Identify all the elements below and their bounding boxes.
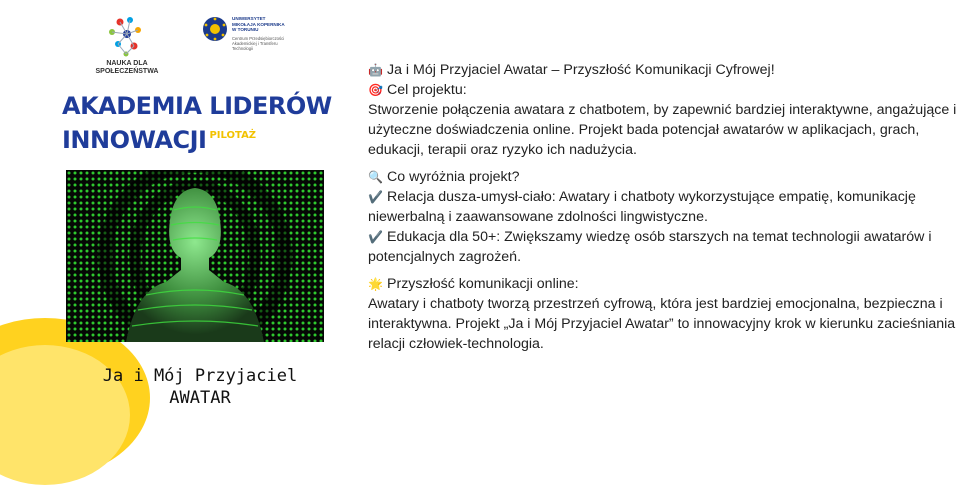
features-heading: Co wyróżnia projekt? (387, 169, 520, 185)
avatar-image (66, 170, 324, 342)
network-logo-icon (82, 14, 172, 60)
future-heading: Przyszłość komunikacji online: (387, 276, 579, 292)
umk-crest-icon (200, 14, 230, 48)
nauka-dla-spoleczenstwa-logo (82, 14, 172, 74)
poster-heading (62, 92, 332, 155)
pilot-badge: PILOTAŻ (209, 130, 257, 141)
checkmark-icon: ✔️ (368, 190, 383, 204)
future-section (368, 274, 958, 354)
handwritten-caption (100, 365, 300, 409)
umk-name: UNIWERSYTET MIKOŁAJA KOPERNIKA W TORUNIU (232, 16, 285, 32)
umk-center: Centrum Przedsiębiorczości Akademickiej i Transferu Technologii (232, 36, 285, 51)
caption-line1: Ja i Mój Przyjaciel (102, 366, 298, 386)
magnifier-icon: 🔍 (368, 170, 383, 184)
feature-2: Edukacja dla 50+: Zwiększamy wiedzę osób starszych na temat technologii awatarów i potencjalnych zagrożeń. (368, 229, 932, 265)
project-description (368, 60, 958, 361)
goal-section (368, 80, 958, 160)
sparkle-icon: 🌟 (368, 277, 383, 291)
green-avatar-figure-icon (66, 170, 324, 342)
goal-heading: Cel projektu: (387, 82, 467, 98)
heading-line2: INNOWACJI (62, 126, 207, 154)
robot-icon: 🤖 (368, 63, 383, 77)
target-icon: 🎯 (368, 83, 383, 97)
features-section (368, 167, 958, 267)
nauka-logo-text: NAUKA DLA SPOŁECZEŃSTWA (95, 60, 159, 75)
goal-text: Stworzenie połączenia awatara z chatbotem, by zapewnić bardziej interaktywne, angażujące i użyteczne doświadczenia online. Projekt bada potencjał awatarów w aplikacjach, grach, edukacji, terapii oraz ryzyko ich nadużycia. (368, 102, 957, 158)
description-title: 🤖 Ja i Mój Przyjaciel Awatar – Przyszłość Komunikacji Cyfrowej! (368, 62, 775, 78)
umk-logo (200, 14, 320, 74)
heading-line1: AKADEMIA LIDERÓW (62, 92, 332, 120)
checkmark-icon: ✔️ (368, 230, 383, 244)
feature-1: Relacja dusza-umysł-ciało: Awatary i chatboty wykorzystujące empatię, komunikację niewerbalną i zaawansowane zdolności lingwistyczne. (368, 189, 916, 225)
caption-line2: AWATAR (169, 388, 231, 408)
future-text: Awatary i chatboty tworzą przestrzeń cyfrową, która jest bardziej emocjonalna, bezpieczna i interaktywna. Projekt „Ja i Mój Przyjaciel Awatar” to innowacyjny krok w kierunku zacieśniania relacji człowiek-technologia. (368, 296, 956, 352)
project-poster (0, 0, 335, 438)
